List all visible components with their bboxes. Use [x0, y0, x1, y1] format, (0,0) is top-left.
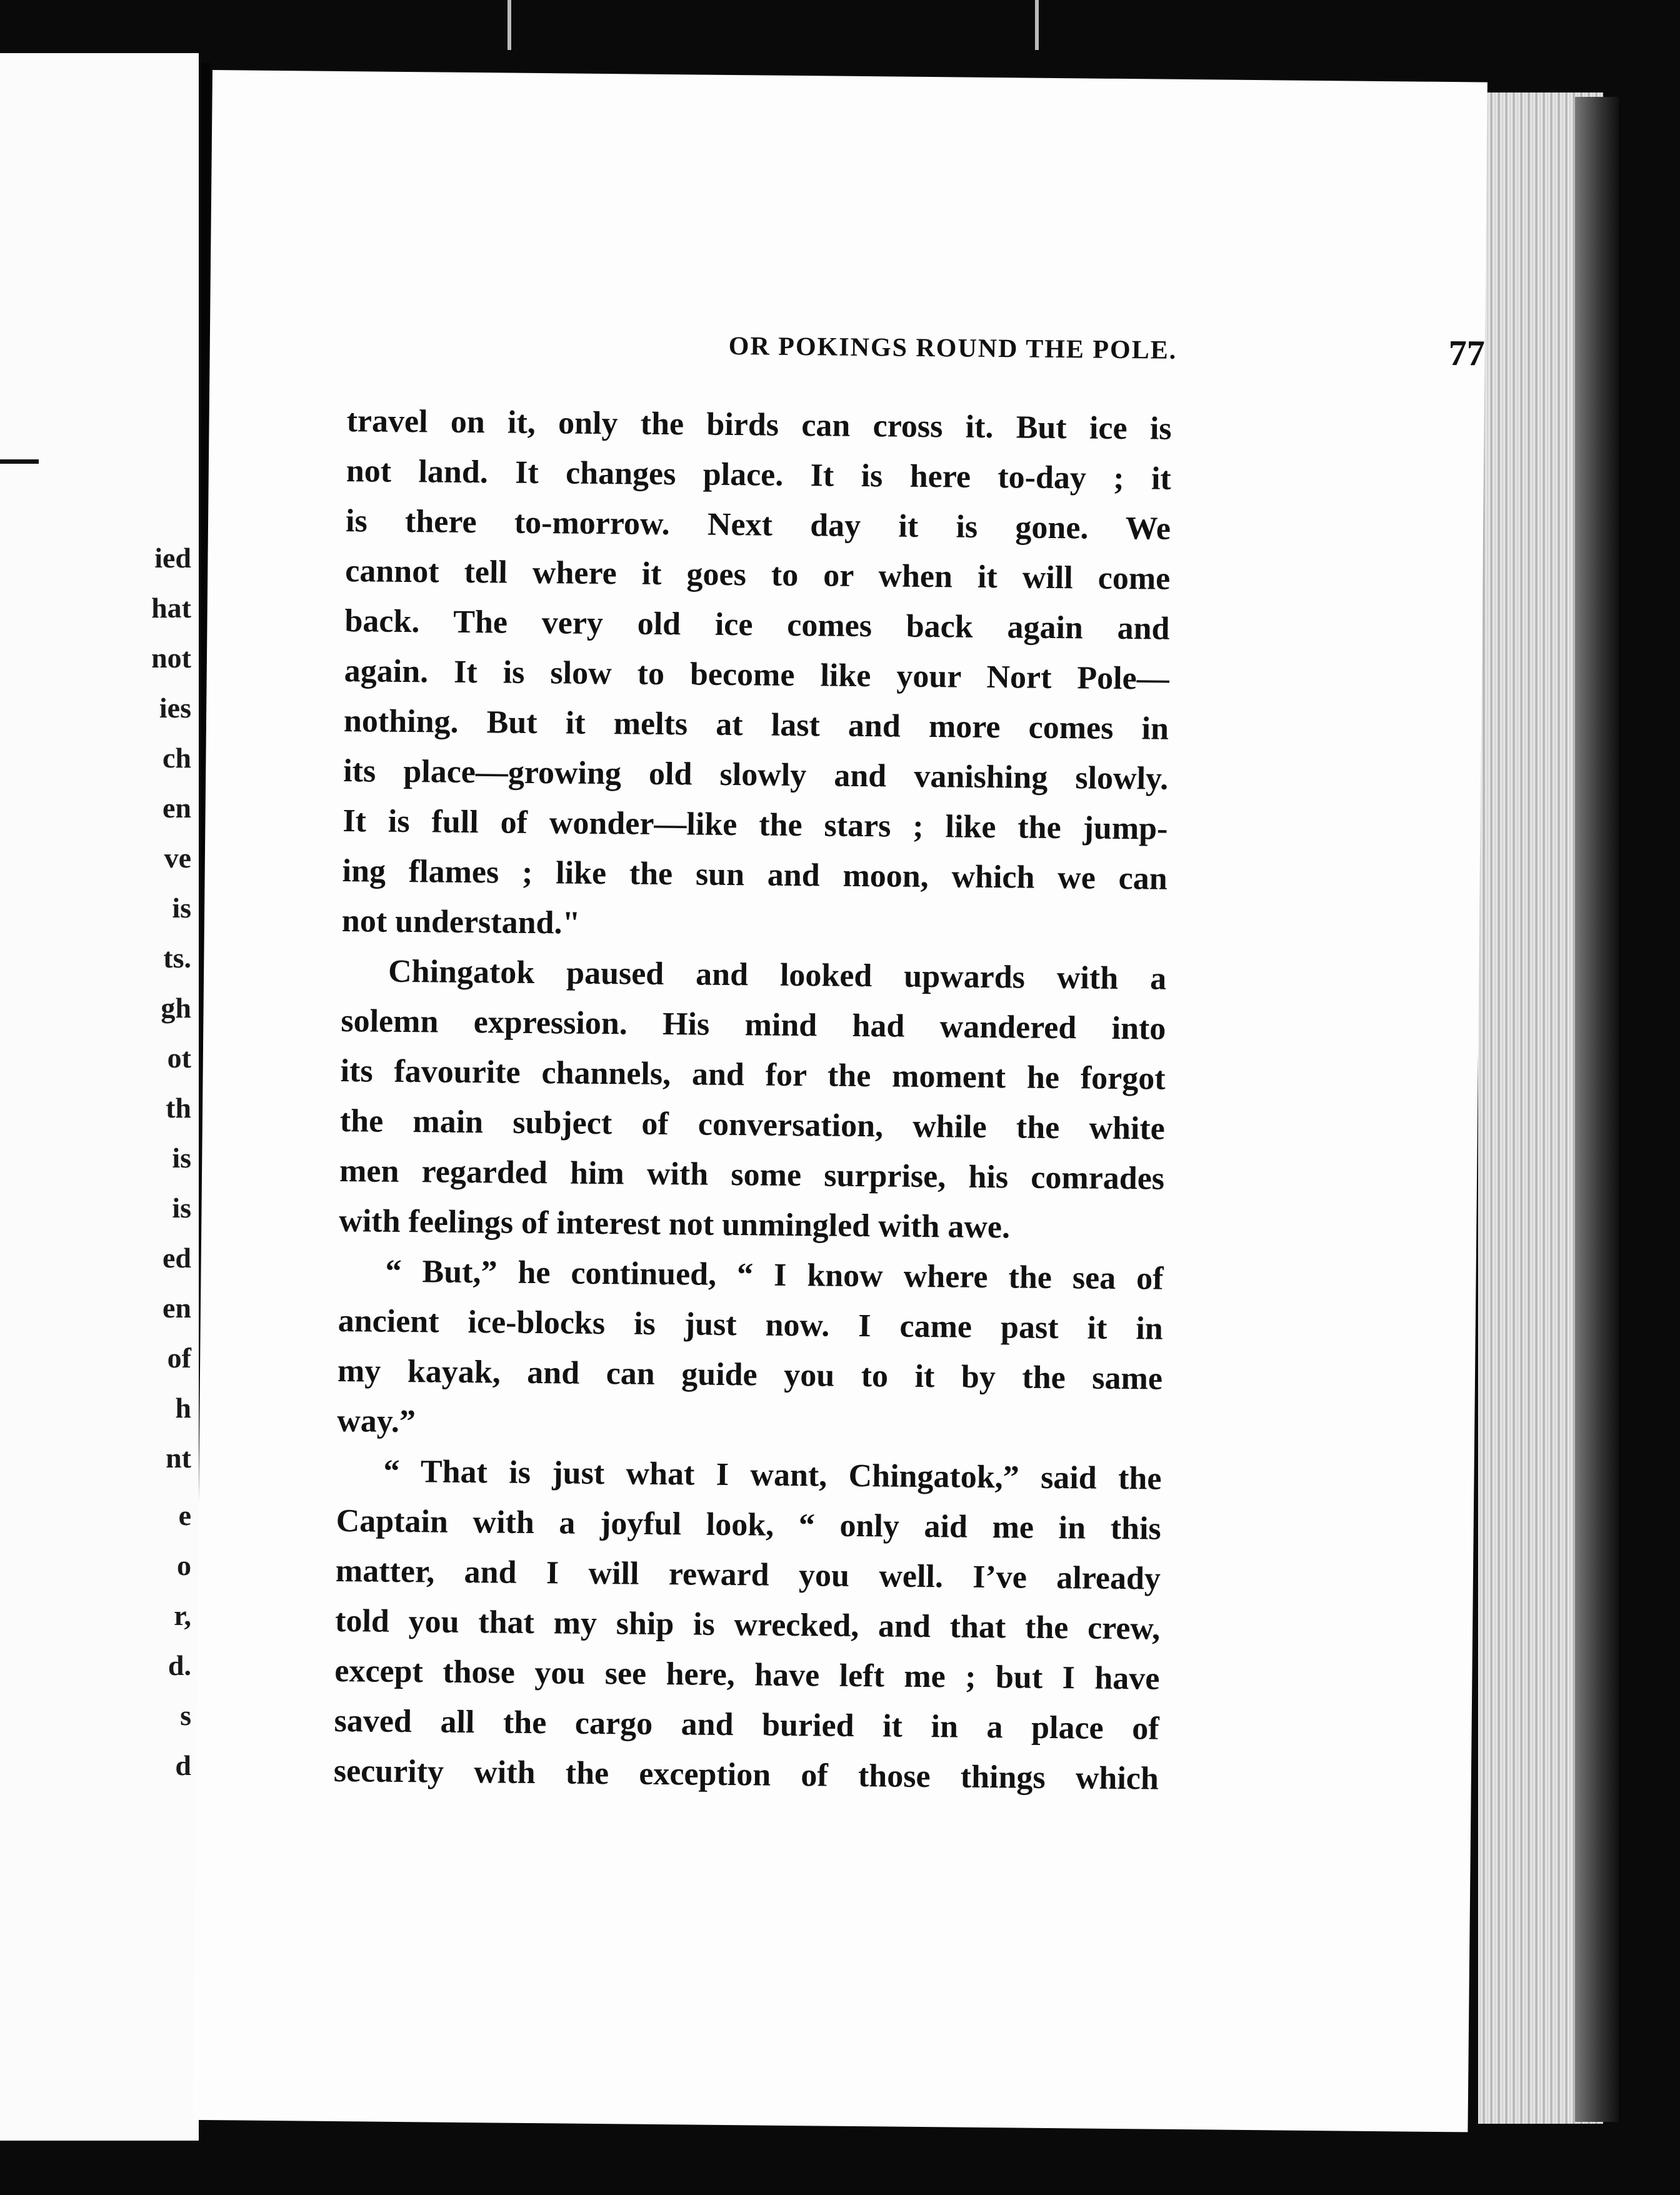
- left-fragment: d.: [168, 1649, 191, 1681]
- left-fragment: is: [172, 892, 191, 924]
- text-line: “ But,” he continued, “ I know where the sea of: [385, 1253, 1164, 1297]
- left-facing-page: [0, 53, 199, 2141]
- text-line: not land. It changes place. It is here to-day ; it: [346, 453, 1172, 497]
- left-fragment: ts.: [163, 942, 191, 974]
- text-line: ancient ice-blocks is just now. I came past it in: [338, 1303, 1164, 1347]
- text-line: Chingatok paused and looked upwards with a: [388, 953, 1167, 997]
- text-line: security with the exception of those things which: [333, 1752, 1159, 1797]
- running-head: [516, 323, 1485, 382]
- left-fragment: r,: [174, 1599, 191, 1631]
- text-line: solemn expression. His mind had wandered into: [341, 1003, 1166, 1047]
- text-line: men regarded him with some surprise, his comrades: [339, 1153, 1165, 1197]
- left-fragment: not: [151, 642, 191, 674]
- text-line: told you that my ship is wrecked, and that the crew,: [334, 1602, 1161, 1647]
- text-line: cannot tell where it goes to or when it will come: [345, 553, 1171, 597]
- scan-mark: [1035, 0, 1039, 50]
- left-fragment: d: [175, 1749, 191, 1781]
- left-fragment: gh: [161, 992, 191, 1024]
- left-fragment: hat: [151, 592, 191, 624]
- text-line: way.”: [336, 1403, 416, 1440]
- left-fragment: s: [180, 1699, 191, 1731]
- left-fragment: ve: [164, 842, 191, 874]
- page-number: 77: [1448, 332, 1486, 374]
- text-line: the main subject of conversation, while the white: [339, 1103, 1166, 1147]
- left-fragment: ot: [167, 1042, 191, 1074]
- page-edges-shadow: [1575, 97, 1619, 2122]
- left-fragment: e: [178, 1499, 191, 1531]
- text-line: matter, and I will reward you well. I’ve already: [335, 1553, 1161, 1597]
- text-line: It is full of wonder—like the stars ; like the jump-: [342, 803, 1168, 847]
- left-fragment: is: [172, 1192, 191, 1224]
- text-line: again. It is slow to become like your Nort Pole—: [344, 653, 1169, 697]
- text-line: back. The very old ice comes back again and: [344, 603, 1170, 647]
- text-line: not understand.": [341, 903, 581, 941]
- text-line: travel on it, only the birds can cross it. But ice is: [346, 403, 1172, 447]
- text-line: its place—growing old slowly and vanishing slowly.: [342, 753, 1169, 797]
- text-line: with feelings of interest not unmingled with awe.: [339, 1203, 1011, 1246]
- left-fragment: o: [177, 1549, 191, 1581]
- text-line: ing flames ; like the sun and moon, which we can: [342, 853, 1168, 897]
- left-fragment: en: [162, 1292, 191, 1324]
- text-line: “ That is just what I want, Chingatok,” said the: [383, 1453, 1162, 1497]
- left-fragment: en: [162, 792, 191, 824]
- left-fragment: ies: [159, 692, 191, 724]
- left-fragment: ed: [162, 1242, 191, 1274]
- text-line: its favourite channels, and for the moment he forgot: [340, 1053, 1166, 1097]
- left-fragment: is: [172, 1142, 191, 1174]
- text-line: nothing. But it melts at last and more comes in: [343, 703, 1169, 747]
- scan-mark: [508, 0, 511, 50]
- left-fragment: of: [167, 1342, 191, 1374]
- text-line: my kayak, and can guide you to it by the same: [337, 1353, 1163, 1397]
- text-line: is there to-morrow. Next day it is gone. We: [345, 503, 1171, 547]
- left-fragment: th: [166, 1092, 191, 1124]
- running-title: OR POKINGS ROUND THE POLE.: [728, 331, 1178, 365]
- text-line: saved all the cargo and buried it in a place of: [334, 1702, 1159, 1747]
- left-fragment: nt: [166, 1442, 191, 1474]
- main-page: [193, 70, 1488, 2132]
- left-page-rule: [0, 459, 39, 464]
- text-line: except those you see here, have left me ; but I have: [334, 1652, 1160, 1697]
- left-fragment: h: [175, 1392, 191, 1424]
- left-fragment: ch: [162, 742, 191, 774]
- text-line: Captain with a joyful look, “ only aid me in this: [336, 1503, 1161, 1547]
- left-fragment: ied: [154, 542, 191, 574]
- left-page-fragments: [151, 533, 191, 1791]
